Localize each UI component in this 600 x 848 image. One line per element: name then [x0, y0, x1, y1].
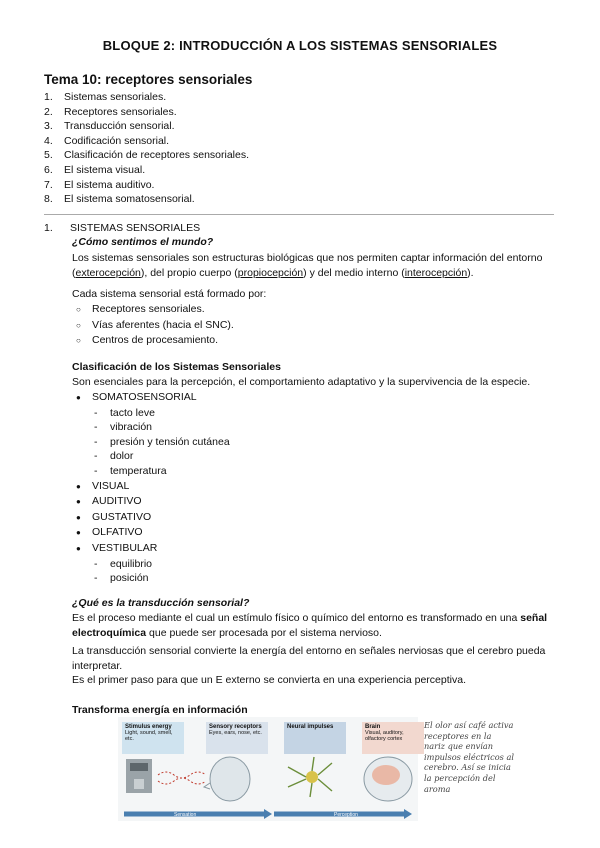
list-item: - vibración — [76, 420, 230, 435]
classification-text: Son esenciales para la percepción, el comportamiento adaptativo y la supervivencia de la especie. — [72, 376, 531, 388]
document-title: BLOQUE 2: INTRODUCCIÓN A LOS SISTEMAS SENSORIALES — [102, 38, 498, 53]
paragraph-components: Cada sistema sensorial está formado por: — [72, 288, 267, 300]
transduction-figure — [118, 717, 418, 821]
wave-icon — [158, 772, 206, 778]
toc-item: 3. Transducción sensorial. — [44, 120, 175, 133]
list-item: ○ Vías aferentes (hacia el SNC). — [76, 318, 234, 334]
question-heading: ¿Qué es la transducción sensorial? — [72, 597, 250, 609]
list-item: - dolor — [76, 449, 230, 464]
topic-heading: Tema 10: receptores sensoriales — [44, 72, 253, 87]
toc-item: 2. Receptores sensoriales. — [44, 105, 177, 118]
list-item: ● GUSTATIVO — [76, 510, 230, 526]
paragraph-transduction-3: Es el primer paso para que un E externo se convierta en una experiencia perceptiva. — [72, 674, 466, 686]
toc-item: 7. El sistema auditivo. — [44, 178, 155, 191]
list-item: ○ Receptores sensoriales. — [76, 302, 234, 318]
toc-item: 8. El sistema somatosensorial. — [44, 193, 195, 206]
section-heading: 1. SISTEMAS SENSORIALES — [44, 222, 201, 234]
list-item: ● VISUAL — [76, 479, 230, 495]
paragraph-transduction: Es el proceso mediante el cual un estímulo físico o químico del entorno es transformado en una señal electroquímica que puede ser procesada por el sistema nervioso. — [72, 612, 548, 639]
list-item: ● SOMATOSENSORIAL — [76, 390, 230, 406]
toc-item: 4. Codificación sensorial. — [44, 134, 170, 147]
figure-title: Transforma energía en información — [72, 704, 248, 716]
perception-label: Perception — [334, 812, 358, 818]
figure-box: Sensory receptors Eyes, ears, nose, etc. — [206, 722, 268, 754]
list-item: - tacto leve — [76, 406, 230, 421]
classification-heading: Clasificación de los Sistemas Sensoriales — [72, 361, 281, 373]
list-item: - posición — [76, 571, 230, 586]
toc-item: 1. Sistemas sensoriales. — [44, 91, 167, 103]
table-of-contents — [44, 90, 249, 207]
figure-illustration — [118, 717, 418, 821]
horizontal-divider — [44, 214, 554, 215]
figure-box: Neural impulses — [284, 722, 346, 754]
toc-item: 6. El sistema visual. — [44, 163, 146, 176]
paragraph-transduction-2: La transducción sensorial convierte la energía del entorno en señales nerviosas que el cerebro pueda interpretar. — [72, 645, 546, 672]
sensation-label: Sensation — [174, 812, 197, 818]
figure-box: Brain Visual, auditory, olfactory cortex — [362, 722, 424, 754]
components-list — [76, 302, 234, 349]
list-item: - equilibrio — [76, 557, 230, 572]
sensory-systems-list — [76, 390, 230, 586]
list-item: ● OLFATIVO — [76, 525, 230, 541]
list-item: ○ Centros de procesamiento. — [76, 333, 234, 349]
list-item: ● AUDITIVO — [76, 494, 230, 510]
figure-box: Stimulus energy Light, sound, smell, etc. — [122, 722, 184, 754]
neuron-icon — [288, 757, 332, 797]
toc-item: 5. Clasificación de receptores sensoriales. — [44, 149, 250, 162]
figure-caption: El olor así café activa receptores en la nariz que envían impulsos eléctricos al cerebro. Así se inicia la percepción del aroma — [424, 720, 514, 794]
paragraph-definition: Los sistemas sensoriales son estructuras biológicas que nos permiten captar información del entorno (exterocepción), del propio cuerpo (propiocepción) y del medio interno (interocepción). — [72, 252, 543, 279]
head-icon — [210, 757, 250, 801]
question-heading: ¿Cómo sentimos el mundo? — [72, 236, 214, 248]
list-item: ● VESTIBULAR — [76, 541, 230, 557]
list-item: - presión y tensión cutánea — [76, 435, 230, 450]
list-item: - temperatura — [76, 464, 230, 479]
